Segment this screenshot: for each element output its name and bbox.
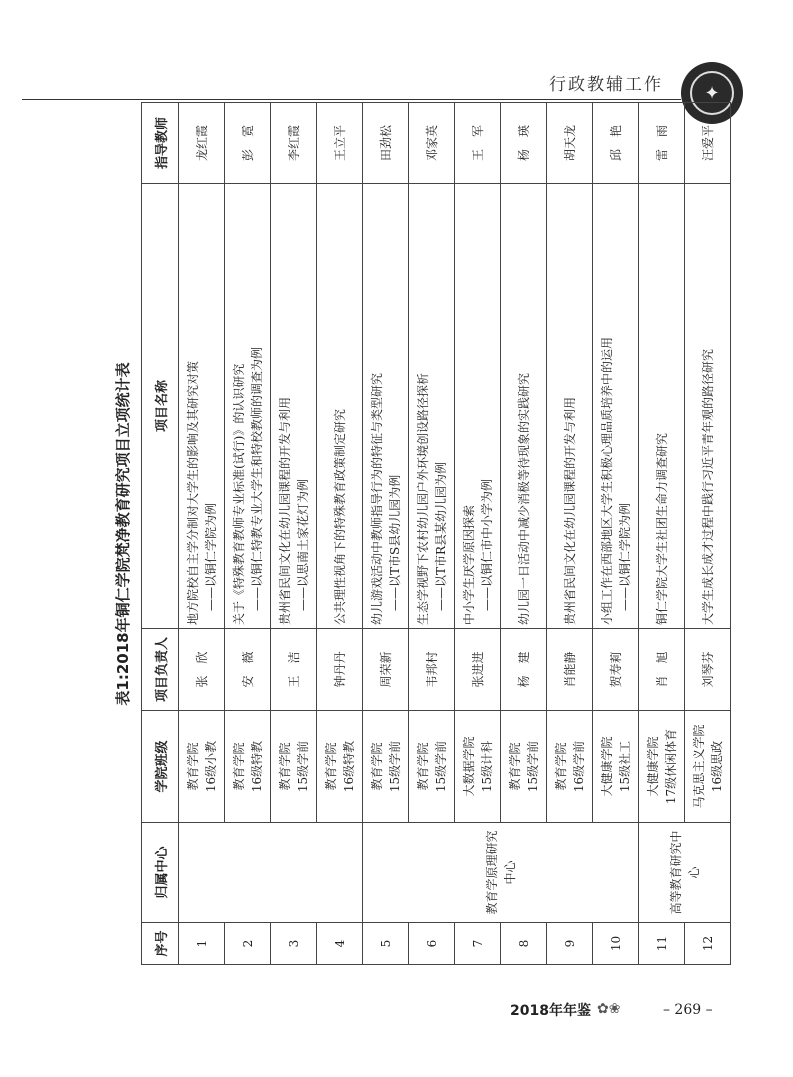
row-no: 5 xyxy=(363,923,409,965)
row-no: 9 xyxy=(547,923,593,965)
advisor: 胡天龙 xyxy=(547,103,593,184)
project-name: 地方院校自主学分制对大学生的影响及其研究对策 ——以铜仁学院为例 xyxy=(179,184,225,629)
project-name: 中小学生厌学原因探索 ——以铜仁市中小学为例 xyxy=(455,184,501,629)
leader: 王 洁 xyxy=(271,629,317,711)
university-logo-icon: ✦ xyxy=(681,62,743,124)
advisor: 彭 霓 xyxy=(225,103,271,184)
advisor: 邓家英 xyxy=(409,103,455,184)
row-no: 4 xyxy=(317,923,363,965)
advisor: 王立平 xyxy=(317,103,363,184)
table-row xyxy=(363,103,409,965)
leader: 周荣新 xyxy=(363,629,409,711)
leader: 刘琴芬 xyxy=(685,629,731,711)
project-name: 贵州省民间文化在幼儿园课程的开发与利用 ——以思南土家花灯为例 xyxy=(271,184,317,629)
college-class: 教育学院 16级特教 xyxy=(225,711,271,823)
row-no: 7 xyxy=(455,923,501,965)
college-class: 马克思主义学院 16级思政 xyxy=(685,711,731,823)
col-leader: 项目负责人 xyxy=(142,629,179,711)
leader: 杨 建 xyxy=(501,629,547,711)
page-footer xyxy=(510,1000,713,1020)
project-name: 小组工作在西部地区大学生积极心理品质培养中的运用 ——以铜仁学院为例 xyxy=(593,184,639,629)
rotated-table-block xyxy=(105,103,755,965)
yearbook-label: 2018年年鉴 xyxy=(510,1003,591,1019)
section-title: 行政教辅工作 xyxy=(549,75,663,95)
project-name: 关于《特殊教育教师专业标准(试行)》的认识研究 ——以铜仁特教专业大学生和特校教师的调查为例 xyxy=(225,184,271,629)
college-class: 大健康学院 15级社工 xyxy=(593,711,639,823)
college-class: 教育学院 15级学前 xyxy=(363,711,409,823)
project-name: 生态学视野下农村幼儿园户外环境创设路径探析 ——以T市R县某幼儿园为例 xyxy=(409,184,455,629)
advisor: 李红霞 xyxy=(271,103,317,184)
advisor: 杨 瑛 xyxy=(501,103,547,184)
row-no: 8 xyxy=(501,923,547,965)
advisor: 邱 艳 xyxy=(593,103,639,184)
row-no: 3 xyxy=(271,923,317,965)
leader: 钟丹丹 xyxy=(317,629,363,711)
row-no: 12 xyxy=(685,923,731,965)
leader: 肖能静 xyxy=(547,629,593,711)
college-class: 教育学院 15级学前 xyxy=(409,711,455,823)
leader: 肖 旭 xyxy=(639,629,685,711)
project-name: 幼儿游戏活动中教师指导行为的特征与类型研究 ——以T市S县幼儿园为例 xyxy=(363,184,409,629)
advisor: 龙红霞 xyxy=(179,103,225,184)
college-class: 教育学院 16级特教 xyxy=(317,711,363,823)
col-advisor: 指导教师 xyxy=(142,103,179,184)
college-class: 教育学院 16级学前 xyxy=(547,711,593,823)
college-class: 大数据学院 15级计科 xyxy=(455,711,501,823)
project-name: 铜仁学院大学生社团生命力调查研究 xyxy=(639,184,685,629)
project-name: 大学生成长成才过程中践行习近平青年观的路径研究 xyxy=(685,184,731,629)
college-class: 大健康学院 17级休闲体育 xyxy=(639,711,685,823)
row-no: 6 xyxy=(409,923,455,965)
center-cell: 高等教育研究中心 xyxy=(639,823,731,923)
header-rule xyxy=(22,99,681,100)
college-class: 教育学院 16级小教 xyxy=(179,711,225,823)
leader: 贺寿莉 xyxy=(593,629,639,711)
advisor: 雷 雨 xyxy=(639,103,685,184)
project-name: 公共理性视角下的特殊教育政策制定研究 xyxy=(317,184,363,629)
project-name: 贵州省民间文化在幼儿园课程的开发与利用 xyxy=(547,184,593,629)
project-table xyxy=(141,102,731,965)
col-no: 序号 xyxy=(142,923,179,965)
table-header-row xyxy=(142,103,179,965)
row-no: 1 xyxy=(179,923,225,965)
advisor: 王 军 xyxy=(455,103,501,184)
college-class: 教育学院 15级学前 xyxy=(501,711,547,823)
row-no: 2 xyxy=(225,923,271,965)
leader: 张 欣 xyxy=(179,629,225,711)
col-project: 项目名称 xyxy=(142,184,179,629)
project-name: 幼儿园一日活动中减少消极等待现象的实践研究 xyxy=(501,184,547,629)
row-no: 11 xyxy=(639,923,685,965)
mascot-icon: ✿❀ xyxy=(596,1001,621,1017)
center-cell xyxy=(179,823,363,923)
leader: 安 薇 xyxy=(225,629,271,711)
col-center: 归属中心 xyxy=(142,823,179,923)
page-number: – 269 – xyxy=(662,1002,713,1018)
college-class: 教育学院 15级学前 xyxy=(271,711,317,823)
table-caption: 表1:2018年铜仁学院梵净教育研究项目立项统计表 xyxy=(114,362,132,706)
advisor: 汪爱平 xyxy=(685,103,731,184)
leader: 韦邦村 xyxy=(409,629,455,711)
table-row xyxy=(179,103,225,965)
table-row xyxy=(639,103,685,965)
row-no: 10 xyxy=(593,923,639,965)
center-cell: 教育学原理研究中心 xyxy=(363,823,639,923)
leader: 张进进 xyxy=(455,629,501,711)
advisor: 田劲松 xyxy=(363,103,409,184)
col-class: 学院班级 xyxy=(142,711,179,823)
